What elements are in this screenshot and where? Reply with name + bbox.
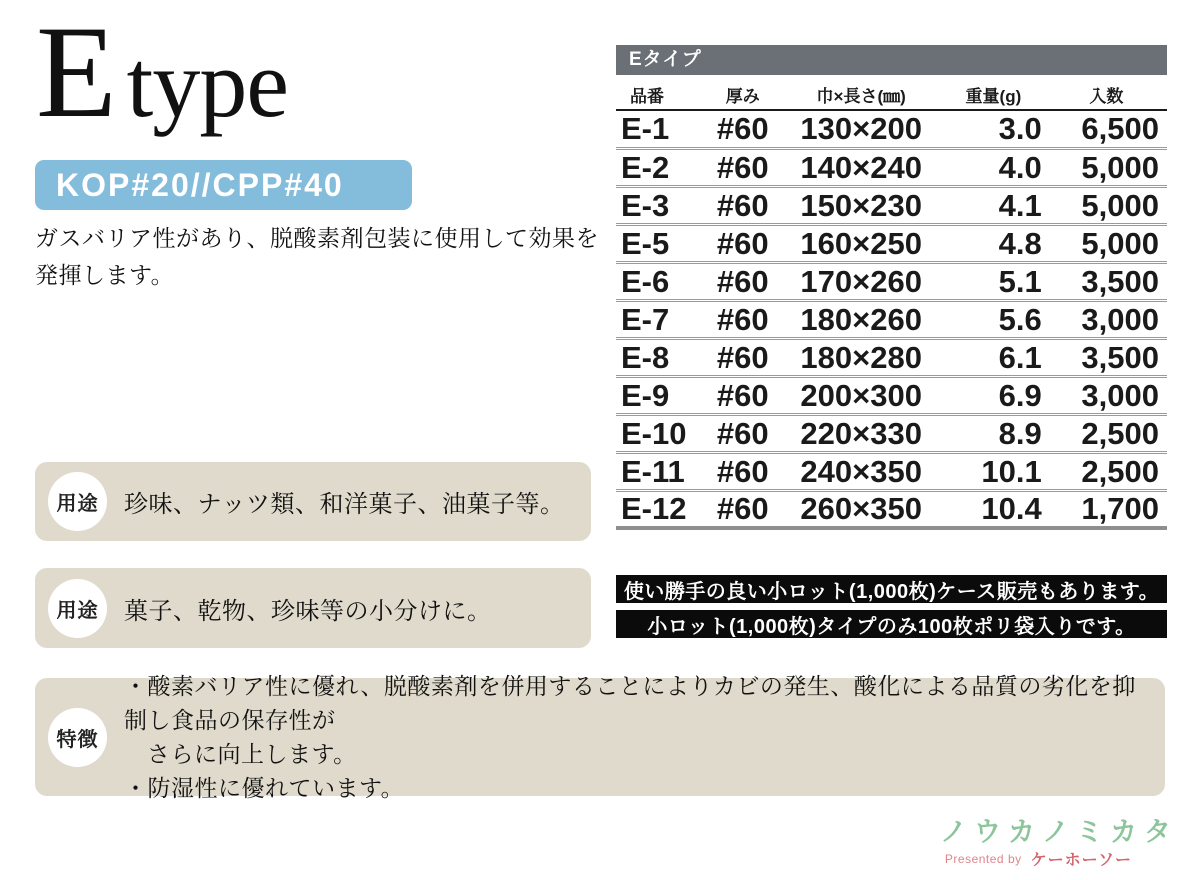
noukanomikata-logo: ノウカノミカタ bbox=[940, 817, 1178, 847]
col-header-thickness: 厚み bbox=[725, 86, 760, 106]
thickness-cell: #60 bbox=[716, 415, 769, 451]
size-cell: 150×230 bbox=[800, 187, 922, 223]
page-title bbox=[36, 0, 288, 145]
thickness-cell: #60 bbox=[716, 453, 769, 489]
page-title-letter: E bbox=[36, 0, 117, 145]
usage-label-circle: 用途 bbox=[48, 472, 107, 531]
table-row bbox=[616, 490, 1167, 528]
weight-cell: 4.8 bbox=[998, 225, 1042, 261]
size-cell: 220×330 bbox=[800, 415, 922, 451]
size-cell: 130×200 bbox=[800, 111, 922, 147]
part-number-cell: E-8 bbox=[621, 339, 670, 375]
thickness-cell: #60 bbox=[716, 339, 769, 375]
col-header-quantity: 入数 bbox=[1089, 86, 1124, 106]
quantity-cell: 2,500 bbox=[1081, 415, 1159, 451]
feature-line: さらに向上します。 bbox=[147, 741, 357, 767]
spec-table-grid bbox=[616, 79, 1167, 530]
table-row bbox=[616, 376, 1167, 414]
col-header-part-number: 品番 bbox=[630, 86, 664, 106]
table-row bbox=[616, 110, 1167, 148]
company-logo: ケーホーソー bbox=[1030, 852, 1132, 869]
size-cell: 260×350 bbox=[800, 491, 922, 527]
weight-cell: 8.9 bbox=[998, 415, 1042, 451]
quantity-cell: 3,000 bbox=[1081, 377, 1159, 413]
table-row bbox=[616, 148, 1167, 186]
size-cell: 170×260 bbox=[800, 263, 922, 299]
page-title-word: type bbox=[126, 30, 288, 137]
quantity-cell: 3,000 bbox=[1081, 301, 1159, 337]
thickness-cell: #60 bbox=[716, 301, 769, 337]
size-cell: 200×300 bbox=[800, 377, 922, 413]
part-number-cell: E-2 bbox=[621, 149, 670, 185]
spec-table-title: Eタイプ bbox=[616, 45, 1167, 75]
table-row bbox=[616, 262, 1167, 300]
quantity-cell: 6,500 bbox=[1081, 111, 1159, 147]
presented-by-label: Presented by bbox=[944, 851, 1022, 866]
spec-table bbox=[616, 45, 1167, 530]
feature-label-circle: 特徴 bbox=[48, 708, 107, 767]
product-description bbox=[35, 220, 599, 294]
weight-cell: 6.1 bbox=[998, 339, 1042, 375]
table-row bbox=[616, 300, 1167, 338]
thickness-cell: #60 bbox=[716, 187, 769, 223]
feature-box bbox=[35, 673, 1165, 801]
weight-cell: 10.1 bbox=[981, 453, 1042, 489]
thickness-cell: #60 bbox=[716, 377, 769, 413]
table-row bbox=[616, 338, 1167, 376]
part-number-cell: E-12 bbox=[621, 491, 687, 527]
thickness-cell: #60 bbox=[716, 491, 769, 527]
feature-text bbox=[124, 669, 1155, 805]
weight-cell: 10.4 bbox=[981, 491, 1042, 527]
size-cell: 180×260 bbox=[800, 301, 922, 337]
weight-cell: 3.0 bbox=[998, 111, 1042, 147]
thickness-cell: #60 bbox=[716, 111, 769, 147]
quantity-cell: 5,000 bbox=[1081, 149, 1159, 185]
product-description-line: 発揮します。 bbox=[35, 262, 175, 288]
size-cell: 180×280 bbox=[800, 339, 922, 375]
col-header-size: 巾×長さ(㎜) bbox=[816, 86, 906, 106]
spec-table-header-row bbox=[616, 79, 1167, 110]
table-row bbox=[616, 186, 1167, 224]
feature-line: ・酸素バリア性に優れ、脱酸素剤を併用することによりカビの発生、酸化による品質の劣化を抑制し食品の保存性が bbox=[124, 673, 1136, 733]
notice-banner-2: 小ロット(1,000枚)タイプのみ100枚ポリ袋入りです。 bbox=[616, 610, 1167, 638]
usage-label-circle: 用途 bbox=[48, 579, 107, 638]
material-spec-badge: KOP#20//CPP#40 bbox=[35, 160, 412, 210]
part-number-cell: E-5 bbox=[621, 225, 670, 261]
usage-box-1 bbox=[35, 462, 591, 541]
size-cell: 240×350 bbox=[800, 453, 922, 489]
weight-cell: 4.0 bbox=[998, 149, 1042, 185]
table-row bbox=[616, 224, 1167, 262]
notice-banner-1: 使い勝手の良い小ロット(1,000枚)ケース販売もあります。 bbox=[616, 575, 1167, 603]
usage-box-2 bbox=[35, 568, 591, 648]
weight-cell: 6.9 bbox=[998, 377, 1042, 413]
quantity-cell: 5,000 bbox=[1081, 187, 1159, 223]
part-number-cell: E-3 bbox=[621, 187, 670, 223]
quantity-cell: 1,700 bbox=[1081, 491, 1159, 527]
thickness-cell: #60 bbox=[716, 263, 769, 299]
usage-text: 珍味、ナッツ類、和洋菓子、油菓子等。 bbox=[124, 491, 565, 518]
col-header-weight: 重量(g) bbox=[965, 86, 1022, 106]
table-row bbox=[616, 452, 1167, 490]
quantity-cell: 3,500 bbox=[1081, 339, 1159, 375]
spec-table-body bbox=[616, 110, 1167, 528]
part-number-cell: E-11 bbox=[621, 453, 685, 489]
presented-by-row bbox=[945, 847, 1132, 870]
part-number-cell: E-1 bbox=[621, 111, 670, 147]
weight-cell: 5.1 bbox=[998, 263, 1042, 299]
weight-cell: 4.1 bbox=[998, 187, 1042, 223]
part-number-cell: E-6 bbox=[621, 263, 670, 299]
quantity-cell: 3,500 bbox=[1081, 263, 1159, 299]
part-number-cell: E-10 bbox=[621, 415, 687, 451]
feature-line: ・防湿性に優れています。 bbox=[124, 775, 405, 801]
thickness-cell: #60 bbox=[716, 225, 769, 261]
part-number-cell: E-9 bbox=[621, 377, 670, 413]
part-number-cell: E-7 bbox=[621, 301, 670, 337]
product-description-line: ガスバリア性があり、脱酸素剤包装に使用して効果を bbox=[35, 225, 599, 251]
size-cell: 160×250 bbox=[800, 225, 922, 261]
weight-cell: 5.6 bbox=[998, 301, 1042, 337]
size-cell: 140×240 bbox=[800, 149, 922, 185]
table-row bbox=[616, 414, 1167, 452]
quantity-cell: 5,000 bbox=[1081, 225, 1159, 261]
quantity-cell: 2,500 bbox=[1081, 453, 1159, 489]
usage-text: 菓子、乾物、珍味等の小分けに。 bbox=[124, 597, 492, 625]
thickness-cell: #60 bbox=[716, 149, 769, 185]
